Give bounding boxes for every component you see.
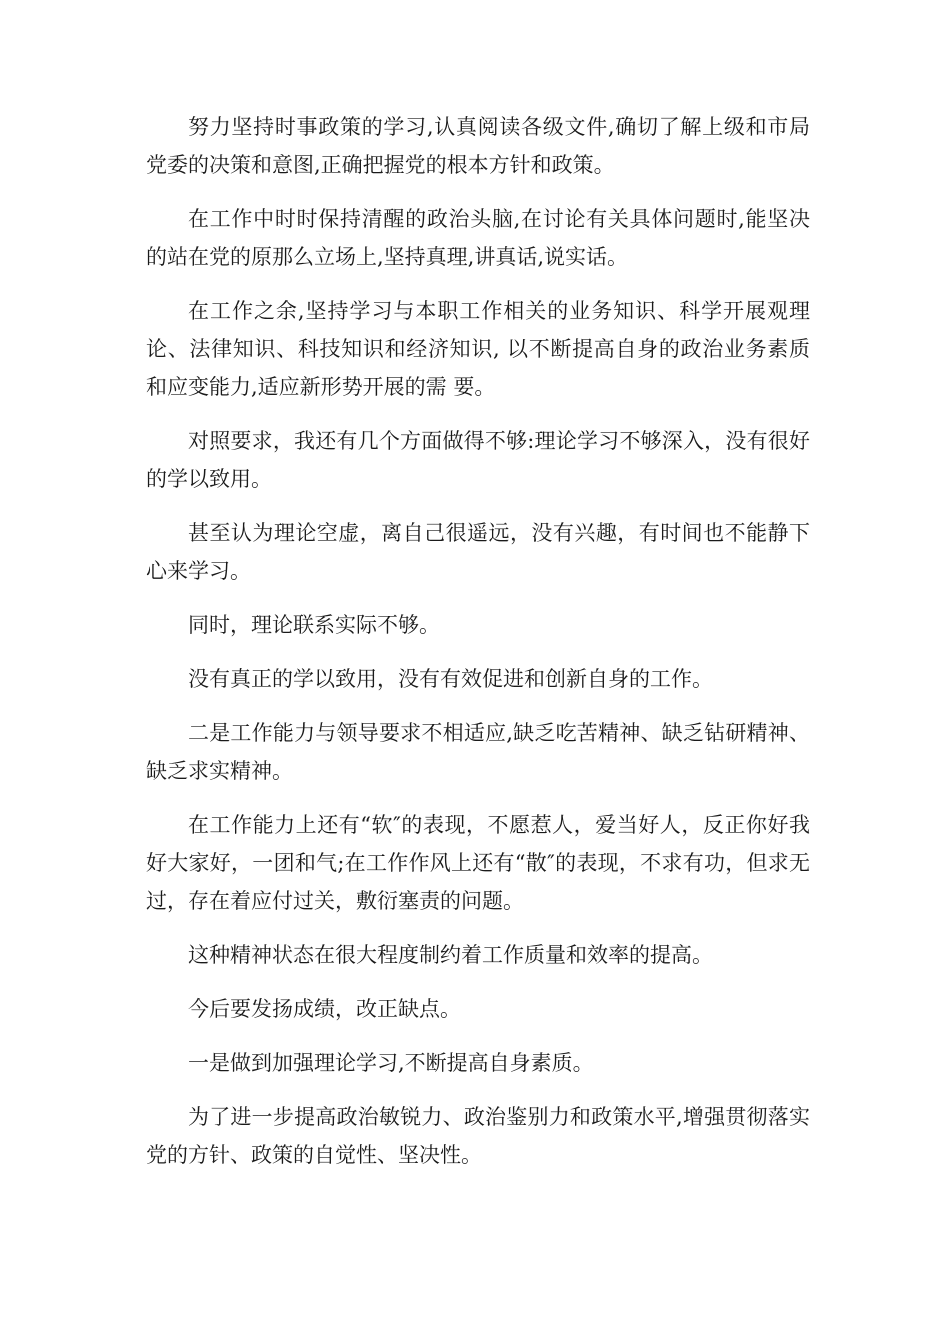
paragraph: 甚至认为理论空虚，离自己很遥远，没有兴趣，有时间也不能静下心来学习。 — [146, 521, 810, 583]
paragraph: 在工作之余,坚持学习与本职工作相关的业务知识、科学开展观理论、法律知识、科技知识和经济知识, 以不断提高自身的政治业务素质和应变能力,适应新形势开展的需 要。 — [146, 299, 810, 399]
paragraph: 为了进一步提高政治敏锐力、政治鉴别力和政策水平,增强贯彻落实党的方针、政策的自觉性、坚决性。 — [146, 1105, 810, 1167]
document-body — [146, 108, 810, 1190]
paragraph: 努力坚持时事政策的学习,认真阅读各级文件,确切了解上级和市局党委的决策和意图,正确把握党的根本方针和政策。 — [146, 115, 810, 177]
paragraph: 今后要发扬成绩，改正缺点。 — [188, 997, 461, 1021]
paragraph: 在工作能力上还有“软″的表现，不愿惹人，爱当好人，反正你好我好大家好，一团和气;在工作作风上还有“散″的表现，不求有功，但求无过，存在着应付过关，敷衍塞责的问题。 — [146, 813, 810, 913]
paragraph: 二是工作能力与领导要求不相适应,缺乏吃苦精神、缺乏钻研精神、缺乏求实精神。 — [146, 721, 810, 783]
paragraph: 没有真正的学以致用，没有有效促进和创新自身的工作。 — [188, 667, 713, 691]
paragraph: 这种精神状态在很大程度制约着工作质量和效率的提高。 — [188, 943, 713, 967]
paragraph: 对照要求，我还有几个方面做得不够:理论学习不够深入，没有很好的学以致用。 — [146, 429, 810, 491]
paragraph: 同时，理论联系实际不够。 — [188, 613, 440, 637]
paragraph: 一是做到加强理论学习,不断提高自身素质。 — [188, 1051, 594, 1075]
paragraph: 在工作中时时保持清醒的政治头脑,在讨论有关具体问题时,能坚决的站在党的原那么立场上,坚持真理,讲真话,说实话。 — [146, 207, 810, 269]
